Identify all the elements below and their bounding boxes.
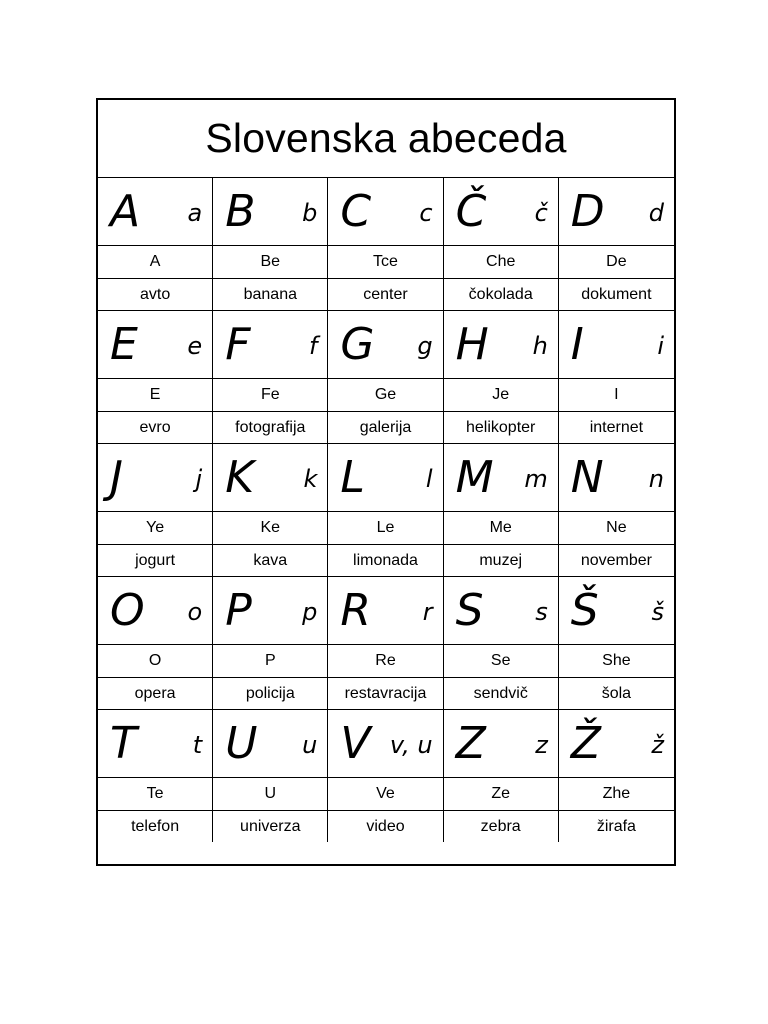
- letter-name: Be: [213, 246, 328, 278]
- letter-glyph-cell: [444, 710, 559, 777]
- letter-glyph-cell: [213, 710, 328, 777]
- uppercase-letter: M: [455, 451, 494, 503]
- letter-name: Ze: [444, 778, 559, 810]
- letter-name: She: [602, 652, 631, 669]
- chart-title: Slovenska abeceda: [98, 100, 674, 178]
- letter-glyph-cell: [444, 577, 559, 644]
- letter-name: Tce: [328, 246, 443, 278]
- lowercase-letter: o: [187, 597, 203, 626]
- example-word: telefon: [98, 811, 213, 842]
- letter-glyph-cell: [98, 710, 213, 777]
- letter-name: De: [606, 253, 627, 270]
- letter-name: Je: [444, 379, 559, 411]
- letter-name-row: [98, 246, 674, 279]
- example-word-row: [98, 811, 674, 842]
- uppercase-letter: E: [110, 318, 138, 370]
- lowercase-letter: a: [187, 198, 203, 227]
- letter-block: [98, 577, 674, 710]
- example-word: restavracija: [328, 678, 443, 709]
- letter-glyph-row: [98, 444, 674, 512]
- lowercase-letter: u: [302, 730, 318, 759]
- letter-glyph-cell: [559, 577, 674, 644]
- letter-block: [98, 311, 674, 444]
- uppercase-letter: D: [570, 185, 605, 237]
- letter-glyph-row: [98, 710, 674, 778]
- example-word: šola: [601, 684, 632, 702]
- letter-glyph-cell: [328, 710, 443, 777]
- example-word: kava: [213, 545, 328, 576]
- letter-name: Zhe: [602, 785, 631, 802]
- alphabet-grid: [98, 178, 674, 842]
- example-word-row: [98, 412, 674, 444]
- uppercase-letter: B: [225, 185, 256, 237]
- letter-name: I: [614, 386, 619, 403]
- uppercase-letter: G: [340, 318, 375, 370]
- uppercase-letter: Z: [455, 717, 486, 769]
- letter-name: Le: [328, 512, 443, 544]
- example-word: internet: [589, 418, 644, 436]
- letter-glyph-cell: [213, 178, 328, 245]
- lowercase-letter: h: [532, 331, 548, 360]
- letter-name: Me: [444, 512, 559, 544]
- example-word: žirafa: [596, 817, 636, 835]
- uppercase-letter: S: [455, 584, 484, 636]
- letter-name: Ne: [606, 519, 627, 536]
- letter-glyph-cell: [328, 444, 443, 511]
- letter-name-row: [98, 379, 674, 412]
- letter-glyph-cell: [444, 178, 559, 245]
- example-word: jogurt: [98, 545, 213, 576]
- uppercase-letter: I: [570, 318, 584, 370]
- letter-glyph-cell: [98, 311, 213, 378]
- lowercase-letter: m: [524, 464, 548, 493]
- letter-glyph-row: [98, 178, 674, 246]
- example-word: video: [328, 811, 443, 842]
- letter-glyph-cell: [98, 577, 213, 644]
- letter-glyph-cell: [213, 444, 328, 511]
- lowercase-letter: v, u: [389, 730, 433, 759]
- letter-name: Ve: [328, 778, 443, 810]
- example-word: evro: [98, 412, 213, 443]
- uppercase-letter: F: [225, 318, 251, 370]
- letter-name: Re: [328, 645, 443, 677]
- lowercase-letter: i: [657, 331, 664, 360]
- lowercase-letter: t: [192, 730, 203, 759]
- uppercase-letter: C: [340, 185, 372, 237]
- example-word-row: [98, 279, 674, 311]
- letter-name-row: [98, 778, 674, 811]
- letter-glyph-cell: [444, 444, 559, 511]
- lowercase-letter: d: [648, 198, 664, 227]
- example-word: dokument: [581, 285, 652, 303]
- letter-name: Ke: [213, 512, 328, 544]
- lowercase-letter: z: [535, 730, 548, 759]
- letter-block: [98, 178, 674, 311]
- letter-block: [98, 444, 674, 577]
- alphabet-chart: [96, 98, 676, 866]
- uppercase-letter: P: [225, 584, 252, 636]
- example-word: center: [328, 279, 443, 310]
- lowercase-letter: e: [187, 331, 203, 360]
- example-word: čokolada: [444, 279, 559, 310]
- uppercase-letter: O: [110, 584, 145, 636]
- letter-block: [98, 710, 674, 842]
- example-word-row: [98, 678, 674, 710]
- uppercase-letter: J: [110, 451, 123, 503]
- letter-name: Ye: [98, 512, 213, 544]
- letter-name: Te: [98, 778, 213, 810]
- letter-name-row: [98, 645, 674, 678]
- lowercase-letter: ž: [651, 730, 664, 759]
- uppercase-letter: A: [110, 185, 141, 237]
- letter-name: Fe: [213, 379, 328, 411]
- uppercase-letter: H: [455, 318, 489, 370]
- lowercase-letter: f: [308, 331, 318, 360]
- lowercase-letter: c: [419, 198, 433, 227]
- lowercase-letter: p: [302, 597, 318, 626]
- letter-glyph-row: [98, 577, 674, 645]
- example-word: limonada: [328, 545, 443, 576]
- lowercase-letter: g: [417, 331, 433, 360]
- lowercase-letter: s: [535, 597, 548, 626]
- letter-glyph-cell: [98, 444, 213, 511]
- uppercase-letter: V: [340, 717, 371, 769]
- example-word: sendvič: [444, 678, 559, 709]
- letter-name: Ge: [328, 379, 443, 411]
- letter-glyph-cell: [98, 178, 213, 245]
- letter-name: U: [213, 778, 328, 810]
- letter-name: P: [213, 645, 328, 677]
- example-word: muzej: [444, 545, 559, 576]
- example-word-row: [98, 545, 674, 577]
- uppercase-letter: U: [225, 717, 258, 769]
- letter-glyph-cell: [559, 710, 674, 777]
- letter-glyph-cell: [559, 311, 674, 378]
- letter-glyph-cell: [444, 311, 559, 378]
- uppercase-letter: Ž: [570, 717, 601, 769]
- letter-name: Che: [444, 246, 559, 278]
- letter-glyph-cell: [328, 178, 443, 245]
- uppercase-letter: N: [570, 451, 604, 503]
- uppercase-letter: Č: [455, 185, 487, 237]
- lowercase-letter: b: [302, 198, 318, 227]
- lowercase-letter: š: [651, 597, 664, 626]
- letter-glyph-cell: [559, 444, 674, 511]
- example-word: helikopter: [444, 412, 559, 443]
- letter-name: Se: [444, 645, 559, 677]
- lowercase-letter: l: [425, 464, 433, 493]
- letter-glyph-cell: [328, 577, 443, 644]
- example-word: banana: [213, 279, 328, 310]
- example-word: zebra: [444, 811, 559, 842]
- example-word: univerza: [213, 811, 328, 842]
- lowercase-letter: k: [303, 464, 318, 493]
- letter-glyph-row: [98, 311, 674, 379]
- uppercase-letter: T: [110, 717, 137, 769]
- example-word: avto: [98, 279, 213, 310]
- letter-glyph-cell: [559, 178, 674, 245]
- uppercase-letter: K: [225, 451, 255, 503]
- letter-name: A: [98, 246, 213, 278]
- letter-name: E: [98, 379, 213, 411]
- uppercase-letter: R: [340, 584, 371, 636]
- uppercase-letter: Š: [570, 584, 599, 636]
- letter-name-row: [98, 512, 674, 545]
- example-word: galerija: [328, 412, 443, 443]
- lowercase-letter: n: [648, 464, 664, 493]
- letter-name: O: [98, 645, 213, 677]
- letter-glyph-cell: [213, 311, 328, 378]
- letter-glyph-cell: [213, 577, 328, 644]
- lowercase-letter: r: [422, 597, 433, 626]
- example-word: opera: [98, 678, 213, 709]
- uppercase-letter: L: [340, 451, 365, 503]
- example-word: policija: [213, 678, 328, 709]
- lowercase-letter: č: [534, 198, 548, 227]
- lowercase-letter: j: [195, 464, 203, 493]
- example-word: november: [580, 551, 652, 569]
- letter-glyph-cell: [328, 311, 443, 378]
- example-word: fotografija: [213, 412, 328, 443]
